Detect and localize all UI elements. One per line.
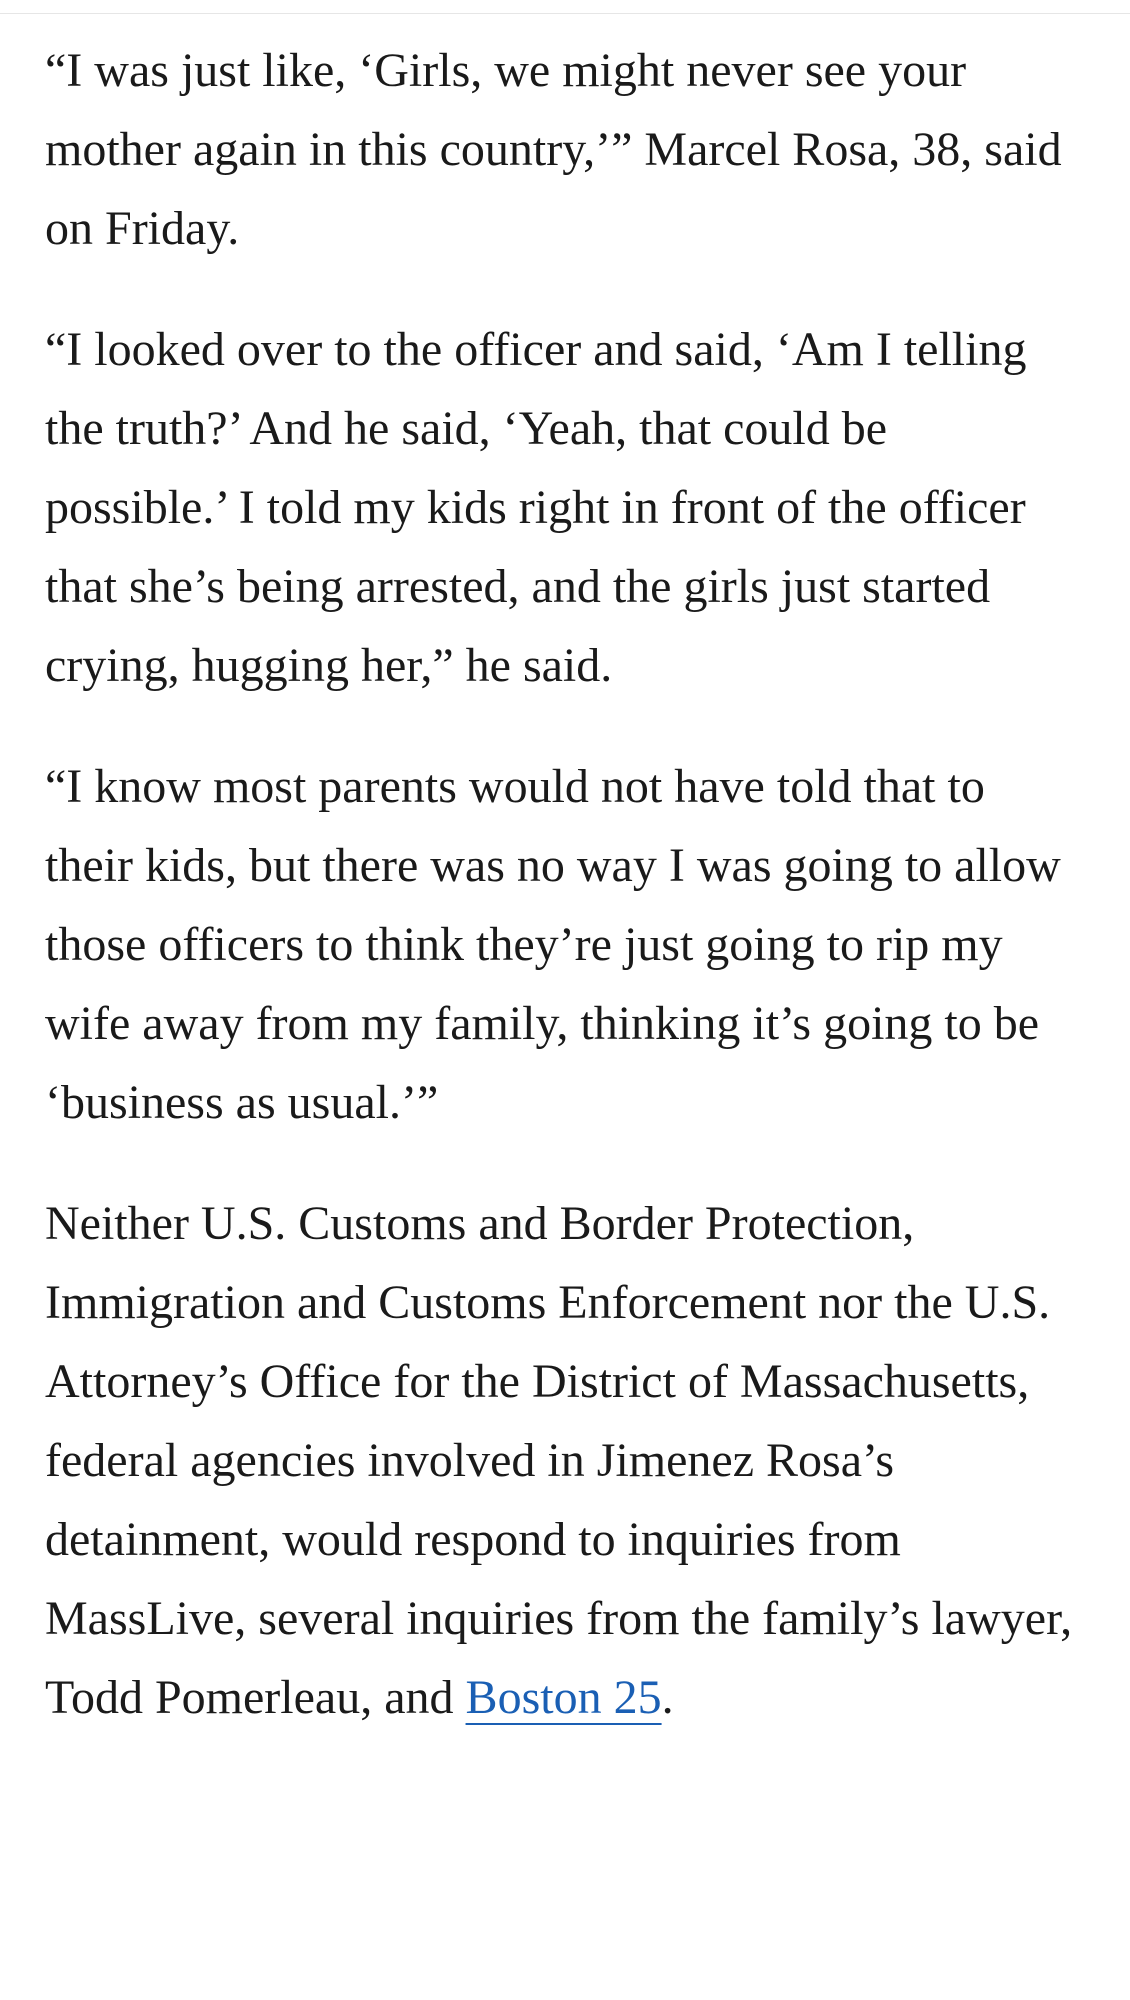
paragraph-agencies-end: . (661, 1671, 674, 1724)
top-divider (0, 13, 1130, 14)
article-body (45, 31, 1080, 1779)
paragraph-quote-girls: “I was just like, ‘Girls, we might never see your mother again in this country,’” Marcel Rosa, 38, said on Friday. (45, 44, 1062, 255)
paragraph-agencies (45, 1184, 1080, 1737)
paragraph-quote-parents: “I know most parents would not have told that to their kids, but there was no way I was going to allow those officers to think they’re just going to rip my wife away from my family, thinking it’s going to be ‘business as usual.’” (45, 760, 1061, 1129)
paragraph-agencies-text: Neither U.S. Customs and Border Protection, Immigration and Customs Enforcement nor the U.S. Attorney’s Office for the District of Massachusetts, federal agencies involved in Jimenez Rosa’s detainment, would respond to inquiries from MassLive, several inquiries from the family’s lawyer, Todd Pomerleau, and (45, 1197, 1073, 1724)
boston-25-link[interactable]: Boston 25 (465, 1671, 662, 1724)
paragraph-quote-officer: “I looked over to the officer and said, ‘Am I telling the truth?’ And he said, ‘Yeah, that could be possible.’ I told my kids right in front of the officer that she’s being arrested, and the girls just started crying, hugging her,” he said. (45, 323, 1027, 692)
